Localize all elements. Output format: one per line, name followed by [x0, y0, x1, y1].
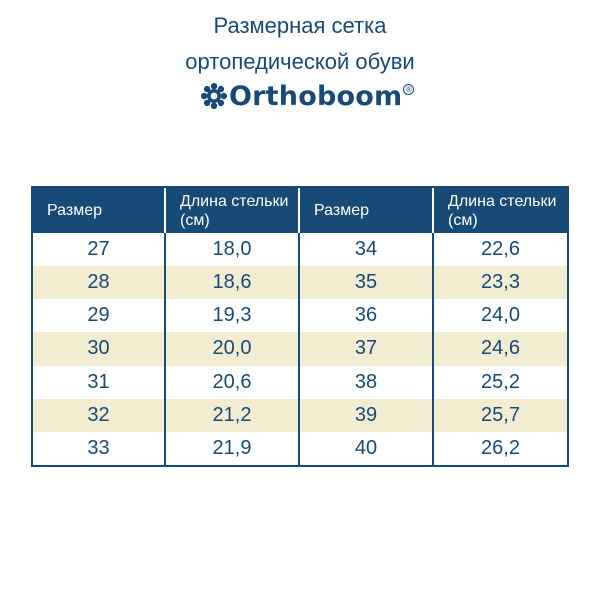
flower-logo-icon: [201, 83, 227, 109]
table-row: [33, 266, 567, 299]
table-cell: 24,0: [433, 299, 567, 332]
table-cell: 21,9: [165, 432, 299, 465]
header-insole-length-2: Длина стельки (см): [433, 188, 567, 233]
table-cell: 18,6: [165, 266, 299, 299]
table-cell: 23,3: [433, 266, 567, 299]
table-cell: 25,2: [433, 366, 567, 399]
table-cell: 29: [33, 299, 165, 332]
page-title-line1: Размерная сетка: [213, 13, 387, 38]
table-cell: 25,7: [433, 399, 567, 432]
table-cell: 34: [299, 233, 433, 266]
header-insole-length-1: Длина стельки (см): [165, 188, 299, 233]
size-table: [33, 188, 567, 465]
table-cell: 19,3: [165, 299, 299, 332]
table-row: [33, 366, 567, 399]
table-cell: 36: [299, 299, 433, 332]
table-cell: 20,0: [165, 332, 299, 365]
table-cell: 26,2: [433, 432, 567, 465]
table-cell: 39: [299, 399, 433, 432]
table-cell: 38: [299, 366, 433, 399]
table-cell: 32: [33, 399, 165, 432]
table-row: [33, 299, 567, 332]
size-table-frame: [31, 186, 569, 467]
table-header-row: [33, 188, 567, 233]
table-cell: 40: [299, 432, 433, 465]
header-size-1: Размер: [33, 188, 165, 233]
table-cell: 37: [299, 332, 433, 365]
table-row: [33, 399, 567, 432]
table-cell: 35: [299, 266, 433, 299]
table-row: [33, 332, 567, 365]
brand-name: Orthoboom: [229, 80, 403, 112]
table-row: [33, 432, 567, 465]
registered-mark: ®: [403, 84, 414, 95]
brand-logo: [201, 79, 414, 113]
header-size-2: Размер: [299, 188, 433, 233]
table-cell: 24,6: [433, 332, 567, 365]
table-row: [33, 233, 567, 266]
table-cell: 27: [33, 233, 165, 266]
table-cell: 20,6: [165, 366, 299, 399]
table-cell: 33: [33, 432, 165, 465]
table-cell: 21,2: [165, 399, 299, 432]
page-title-line2: ортопедической обуви: [185, 49, 415, 74]
table-cell: 22,6: [433, 233, 567, 266]
table-cell: 18,0: [165, 233, 299, 266]
table-cell: 31: [33, 366, 165, 399]
table-cell: 30: [33, 332, 165, 365]
table-cell: 28: [33, 266, 165, 299]
